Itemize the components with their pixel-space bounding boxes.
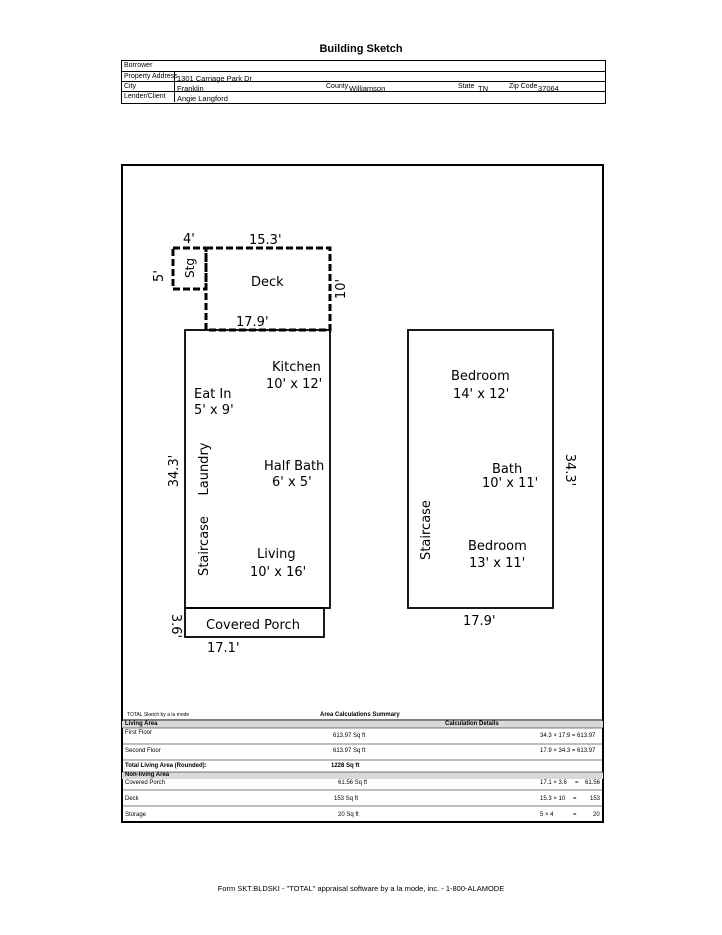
zip-value: 37064	[538, 84, 559, 93]
dim-left: 34.3'	[167, 454, 182, 488]
bath-label: Bath	[492, 462, 523, 477]
city-value: Franklin	[177, 84, 204, 93]
row-second-floor-calc: 17.9 × 34.3 = 613.97	[540, 748, 596, 754]
kitchen-label: Kitchen	[272, 360, 321, 375]
dim-deck-top: 15.3'	[249, 233, 282, 248]
row-porch-result: 61.56	[585, 780, 601, 786]
bedroom2-label: Bedroom	[468, 539, 527, 554]
county-value: Williamson	[349, 84, 386, 93]
row-first-floor-name: First Floor	[125, 730, 152, 736]
borrower-label: Borrower	[124, 62, 153, 69]
halfbath-label: Half Bath	[264, 459, 325, 474]
bedroom1-size: 14' x 12'	[453, 387, 510, 402]
row-deck-eq: =	[573, 796, 577, 802]
row-porch-name: Covered Porch	[125, 780, 166, 786]
laundry-label: Laundry	[197, 442, 212, 496]
row-storage-eq: =	[573, 812, 577, 818]
address-label: Property Address	[124, 73, 178, 80]
bedroom1-label: Bedroom	[451, 369, 510, 384]
eatin-label: Eat In	[194, 387, 232, 402]
dim-right: 34.3'	[562, 453, 577, 487]
city-label: City	[124, 83, 137, 90]
row-first-floor-calc: 34.3 × 17.9 = 613.97	[540, 733, 596, 739]
row-storage-name: Storage	[125, 812, 147, 818]
row-first-floor-sqft: 613.97 Sq ft	[333, 733, 366, 739]
porch-label: Covered Porch	[206, 618, 300, 633]
total-living-value: 1228 Sq ft	[331, 763, 360, 769]
dim-mid: 17.9'	[236, 315, 269, 330]
state-label: State	[458, 83, 475, 90]
row-deck-result: 153	[590, 796, 601, 802]
dim-deck-side: 10'	[334, 278, 349, 300]
staircase-2-label: Staircase	[419, 500, 434, 560]
row-deck-name: Deck	[125, 796, 139, 802]
living-size: 10' x 16'	[250, 565, 307, 580]
staircase-1-label: Staircase	[197, 516, 212, 576]
software-note: TOTAL Sketch by a la mode	[127, 712, 190, 718]
row-porch-sqft: 61.56 Sq ft	[338, 780, 368, 786]
form-footer: Form SKT.BLDSKI - "TOTAL" appraisal software by a la mode, inc. - 1-800-ALAMODE	[217, 884, 505, 893]
row-storage-calc: 5 × 4	[540, 812, 554, 818]
page-title: Building Sketch	[319, 43, 403, 55]
nonliving-header-shade	[122, 772, 603, 779]
row-porch-calc: 17.1 × 3.6	[540, 780, 567, 786]
lender-label: Lender/Client	[124, 93, 166, 100]
state-value: TN	[478, 84, 488, 93]
dim-porch-side: 3.6'	[168, 613, 183, 639]
row-porch-eq: =	[575, 780, 579, 786]
row-storage-result: 20	[593, 812, 600, 818]
eatin-size: 5' x 9'	[194, 403, 234, 418]
row-second-floor-sqft: 613.97 Sq ft	[333, 748, 366, 754]
calc-details-label: Calculation Details	[445, 721, 499, 727]
row-deck-calc: 15.3 × 10	[540, 796, 566, 802]
dim-bottom: 17.9'	[463, 614, 496, 629]
address-value: 1301 Carriage Park Dr	[177, 74, 253, 83]
deck-label: Deck	[251, 275, 284, 290]
nonliving-label: Non-living Area	[125, 772, 170, 778]
total-living-label: Total Living Area (Rounded):	[125, 763, 207, 769]
lender-value: Angie Langford	[177, 94, 228, 103]
area-summary-title: Area Calculations Summary	[320, 712, 400, 718]
row-second-floor-name: Second Floor	[125, 748, 161, 754]
bath-size: 10' x 11'	[482, 476, 539, 491]
row-storage-sqft: 20 Sq ft	[338, 812, 359, 818]
zip-label: Zip Code	[509, 83, 538, 90]
county-label: County	[326, 83, 349, 90]
halfbath-size: 6' x 5'	[272, 475, 312, 490]
row-deck-sqft: 153 Sq ft	[334, 796, 359, 802]
stg-label: Stg	[183, 258, 197, 278]
dim-stg-side: 5'	[152, 270, 167, 282]
dim-stg-top: 4'	[183, 232, 195, 247]
bedroom2-size: 13' x 11'	[469, 556, 526, 571]
kitchen-size: 10' x 12'	[266, 377, 323, 392]
living-label: Living	[257, 547, 296, 562]
dim-porch-bottom: 17.1'	[207, 641, 240, 656]
living-area-label: Living Area	[125, 721, 158, 727]
area-header-shade	[122, 721, 603, 728]
